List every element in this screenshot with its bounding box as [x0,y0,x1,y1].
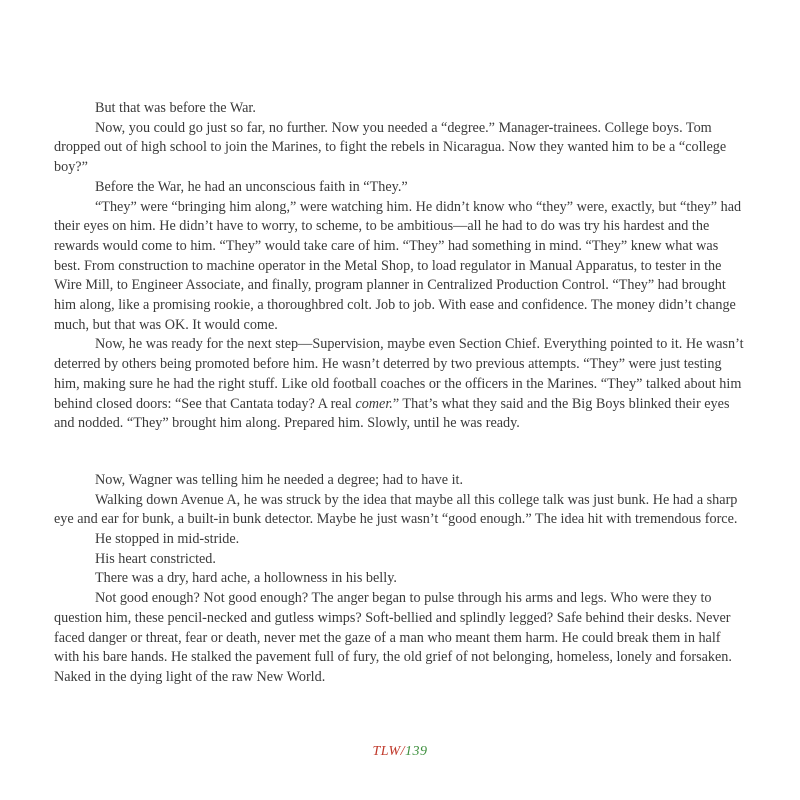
paragraph: Walking down Avenue A, he was struck by the idea that maybe all this college talk was just bunk. He had a sharp eye and ear for bunk, a built-in bunk detector. Maybe he just wasn’t “good enough.” The idea hit with tremendous force. [54,491,738,528]
text-block-2 [54,471,744,688]
page-footer [0,742,800,762]
emphasis-word: comer. [355,395,393,412]
page-number: 139 [405,744,428,759]
section-break [54,434,744,471]
paragraph: Before the War, he had an unconscious faith in “They.” [95,178,408,195]
footer-separator: / [400,744,406,759]
paragraph: There was a dry, hard ache, a hollowness in his belly. [95,570,397,587]
paragraph: Now, you could go just so far, no further. Now you needed a “degree.” Manager-trainees. College boys. Tom dropped out of high school to join the Marines, to fight the rebels in Nicaragua. Now they wanted him to be a “college boy?” [54,119,727,176]
paragraph: Now, Wagner was telling him he needed a degree; had to have it. [95,471,464,488]
paragraph: His heart constricted. [95,550,216,567]
text-block-1 [54,99,744,434]
paragraph [54,335,744,434]
paragraph-text: ” That’s what they said and the Big Boys blinked their eyes and nodded. “They” brought him along. Prepared him. Slowly, until he was ready. [54,395,730,432]
paragraph: “They” were “bringing him along,” were watching him. He didn’t know who “they” were, exactly, but “they” had their eyes on him. He didn’t have to worry, to scheme, to be ambitious—all he had to do was try his hardest and the rewards would come to him. “They” would take care of him. “They” had something in mind. “They” knew what was best. From construction to machine operator in the Metal Shop, to load regulator in Manual Apparatus, to tester in the Wire Mill, to Engineer Associate, and finally, program planner in Centralized Production Control. “They” had brought him along, like a promising rookie, a thoroughbred colt. Job to job. With ease and confidence. The money didn’t change much, but that was OK. It would come. [54,198,742,333]
paragraph: But that was before the War. [95,100,256,116]
paragraph: Not good enough? Not good enough? The anger began to pulse through his arms and legs. Who were they to question him, these pencil-necked and gutless wimps? Soft-bellied and splindly legged? Safe behind their desks. Never faced danger or threat, fear or death, never met the gaze of a man who meant them harm. He could break them in half with his bare hands. He stalked the pavement full of fury, the old grief of not belonging, homeless, lonely and forsaken. Naked in the dying light of the raw New World. [54,590,732,685]
paragraph-text: Now, he was ready for the next step—Supervision, maybe even Section Chief. Everything pointed to it. He wasn’t deterred by others being promoted before him. He wasn’t deterred by two previous attempts. “They” were just testing him, making sure he had the right stuff. Like old football coaches or the officers in the Marines. “They” talked about him behind closed doors: “See that Cantata today? A real [54,336,744,412]
paragraph: He stopped in mid-stride. [95,531,240,548]
footer-mark: TLW [372,744,401,759]
